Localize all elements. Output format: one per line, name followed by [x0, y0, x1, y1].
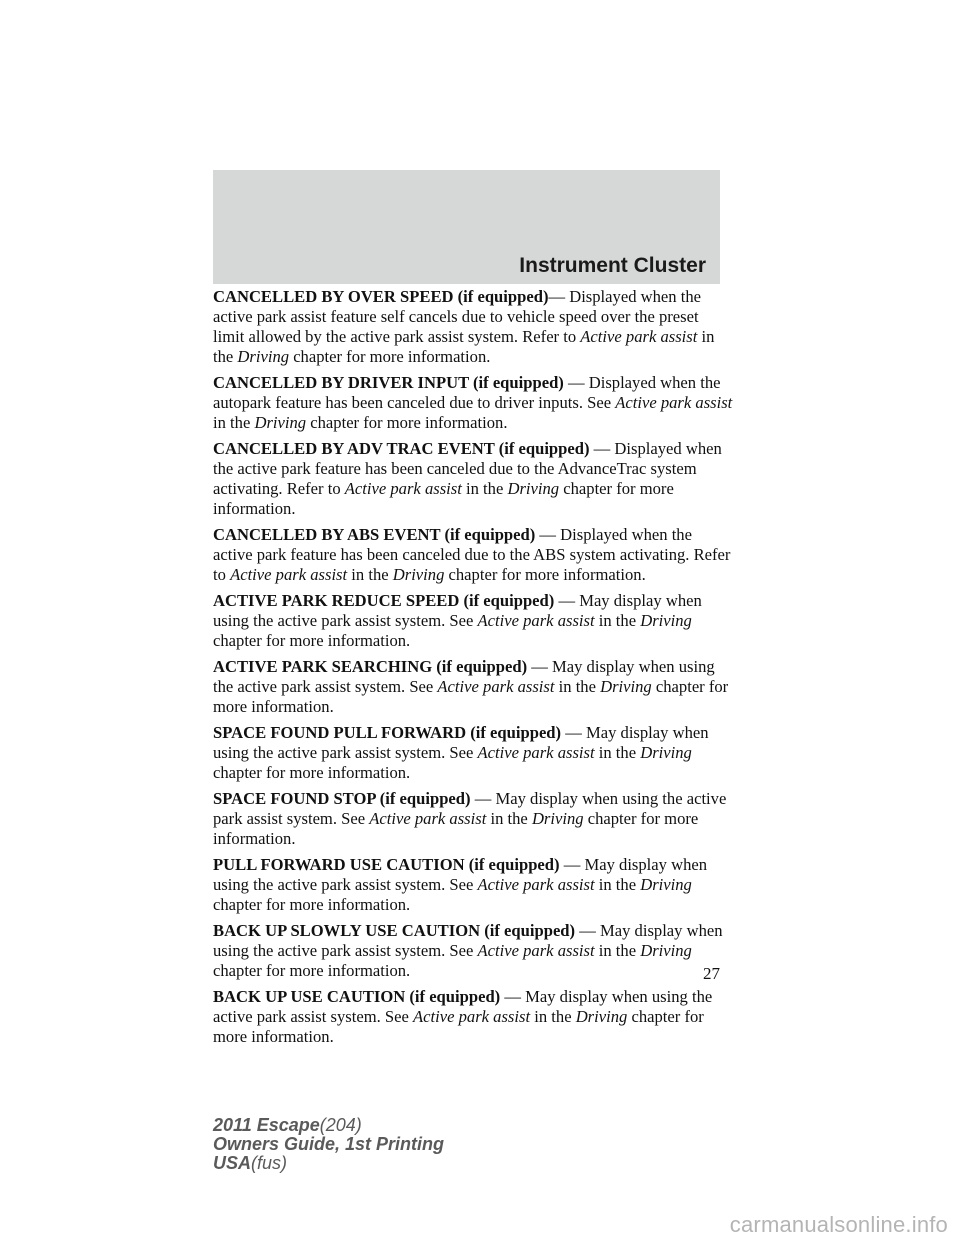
reference-driving-chapter: Driving: [237, 347, 290, 366]
reference-active-park-assist: Active park assist: [230, 565, 348, 584]
message-title: ACTIVE PARK SEARCHING (if equipped): [213, 657, 528, 676]
section-header-bar: [213, 170, 720, 284]
message-text: in the: [554, 677, 601, 696]
reference-driving-chapter: Driving: [531, 809, 584, 828]
message-entry: [213, 657, 733, 717]
footer-market: USA: [213, 1153, 252, 1173]
message-text: — May display when using the active park assist system. See: [213, 657, 715, 696]
message-text: — May display when using the active park assist system. See: [213, 723, 709, 762]
message-title: SPACE FOUND PULL FORWARD (if equipped): [213, 723, 562, 742]
reference-active-park-assist: Active park assist: [615, 393, 733, 412]
reference-driving-chapter: Driving: [600, 677, 652, 696]
message-title: BACK UP SLOWLY USE CAUTION (if equipped): [213, 921, 576, 940]
message-text: in the: [347, 565, 393, 584]
message-text: in the: [594, 743, 641, 762]
message-title: CANCELLED BY ADV TRAC EVENT (if equipped): [213, 439, 590, 458]
message-entry: [213, 723, 733, 783]
message-entry: [213, 987, 733, 1047]
message-text: — May display when using the active park assist system. See: [213, 591, 702, 630]
reference-driving-chapter: Driving: [640, 875, 692, 894]
message-entry: [213, 525, 733, 585]
message-text: chapter for more information.: [213, 961, 411, 980]
reference-active-park-assist: Active park assist: [369, 809, 487, 828]
message-title: BACK UP USE CAUTION (if equipped): [213, 987, 501, 1006]
footer-market-code: (fus): [251, 1153, 288, 1173]
reference-driving-chapter: Driving: [254, 413, 307, 432]
message-text: — Displayed when the active park assist feature self cancels due to vehicle speed over the preset limit allowed by the active park assist system. Refer to: [213, 287, 702, 346]
reference-active-park-assist: Active park assist: [580, 327, 698, 346]
footer-guide: Owners Guide, 1st Printing: [213, 1134, 445, 1154]
message-text: in the: [213, 413, 255, 432]
reference-active-park-assist: Active park assist: [413, 1007, 531, 1026]
message-title: ACTIVE PARK REDUCE SPEED (if equipped): [213, 591, 555, 610]
message-title: PULL FORWARD USE CAUTION (if equipped): [213, 855, 560, 874]
message-text: chapter for more information.: [213, 895, 411, 914]
reference-active-park-assist: Active park assist: [477, 743, 595, 762]
watermark: carmanualsonline.info: [729, 1212, 948, 1237]
reference-driving-chapter: Driving: [640, 941, 692, 960]
message-text: — May display when using the active park assist system. See: [213, 987, 713, 1026]
message-text: — Displayed when the active park feature has been canceled due to the ABS system activating. Refer to: [213, 525, 731, 584]
reference-active-park-assist: Active park assist: [477, 611, 595, 630]
message-text: chapter for more information.: [213, 677, 729, 716]
message-text: in the: [594, 941, 641, 960]
message-text: chapter for more information.: [213, 479, 674, 518]
message-text: in the: [213, 327, 715, 366]
message-text: chapter for more information.: [213, 631, 411, 650]
section-title: Instrument Cluster: [519, 254, 706, 277]
message-entry: [213, 591, 733, 651]
reference-driving-chapter: Driving: [640, 611, 692, 630]
message-text: — Displayed when the active park feature has been canceled due to the AdvanceTrac system activating. Refer to: [213, 439, 722, 498]
message-entry: [213, 373, 733, 433]
reference-driving-chapter: Driving: [507, 479, 560, 498]
message-text: chapter for more information.: [213, 763, 411, 782]
message-title: SPACE FOUND STOP (if equipped): [213, 789, 471, 808]
message-title: CANCELLED BY DRIVER INPUT (if equipped): [213, 373, 564, 392]
footer-model-code: (204): [319, 1115, 362, 1135]
reference-active-park-assist: Active park assist: [477, 875, 595, 894]
message-text: chapter for more information.: [289, 347, 491, 366]
message-entry: [213, 855, 733, 915]
message-text: in the: [530, 1007, 576, 1026]
message-text: chapter for more information.: [213, 1007, 704, 1046]
message-text: — May display when using the active park assist system. See: [213, 921, 723, 960]
reference-active-park-assist: Active park assist: [477, 941, 595, 960]
footer-model: 2011 Escape: [213, 1115, 320, 1135]
message-text: in the: [461, 479, 508, 498]
print-footer: [213, 1116, 444, 1173]
message-text: chapter for more information.: [213, 809, 699, 848]
message-text: — May display when using the active park assist system. See: [213, 789, 727, 828]
reference-driving-chapter: Driving: [392, 565, 445, 584]
message-entry: [213, 789, 733, 849]
reference-active-park-assist: Active park assist: [344, 479, 462, 498]
message-entry: [213, 921, 733, 981]
page-number: 27: [703, 964, 720, 983]
message-text: in the: [486, 809, 532, 828]
message-text: chapter for more information.: [444, 565, 646, 584]
message-text: chapter for more information.: [306, 413, 508, 432]
message-text: — Displayed when the autopark feature has been canceled due to driver inputs. See: [213, 373, 721, 412]
message-title: CANCELLED BY OVER SPEED (if equipped): [213, 287, 549, 306]
message-title: CANCELLED BY ABS EVENT (if equipped): [213, 525, 536, 544]
reference-active-park-assist: Active park assist: [437, 677, 555, 696]
reference-driving-chapter: Driving: [575, 1007, 628, 1026]
message-entry: [213, 439, 733, 519]
reference-driving-chapter: Driving: [640, 743, 692, 762]
message-entry: [213, 287, 733, 367]
message-text: in the: [594, 611, 641, 630]
message-list: [213, 287, 733, 1053]
message-text: in the: [594, 875, 641, 894]
message-text: — May display when using the active park assist system. See: [213, 855, 708, 894]
